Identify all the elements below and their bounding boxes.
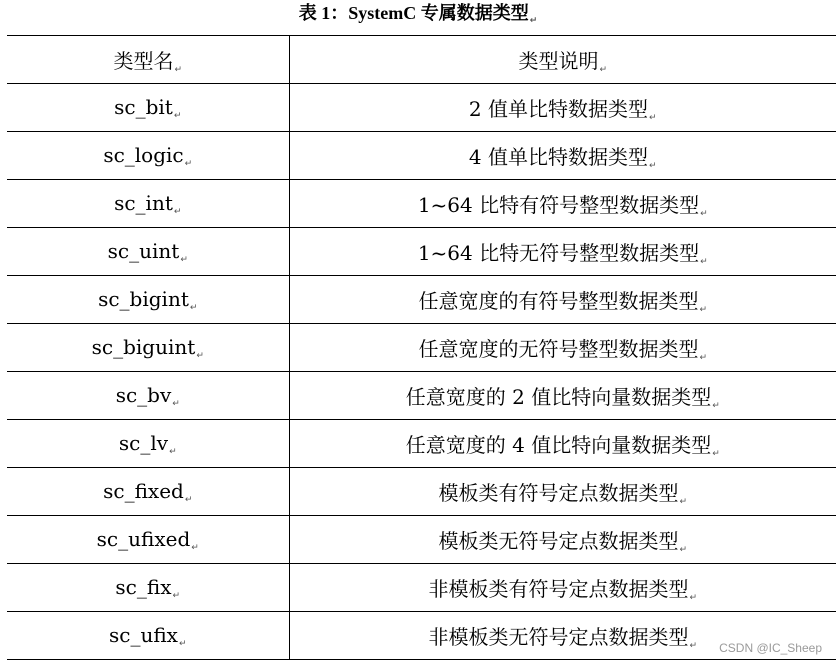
- type-desc: 任意宽度的有符号整型数据类型: [418, 288, 699, 313]
- type-desc-cell: [289, 84, 836, 132]
- table-row: [7, 132, 836, 180]
- type-name-cell: [7, 84, 289, 132]
- paragraph-mark-icon: ↵: [173, 110, 182, 121]
- type-name: sc_uint: [107, 238, 180, 263]
- paragraph-mark-icon: ↵: [169, 446, 177, 457]
- table-caption: [0, 0, 836, 28]
- paragraph-mark-icon: ↵: [180, 254, 188, 265]
- table-row: [7, 612, 836, 660]
- paragraph-mark-icon: ↵: [599, 64, 608, 75]
- type-name-cell: [7, 324, 289, 372]
- type-name: sc_bv: [115, 382, 172, 407]
- paragraph-mark-icon: ↵: [173, 206, 182, 217]
- type-desc: 1~64 比特有符号整型数据类型: [417, 192, 700, 217]
- paragraph-mark-icon: ↵: [689, 640, 698, 651]
- column-header-name-text: 类型名: [113, 48, 174, 73]
- paragraph-mark-icon: ↵: [184, 158, 193, 169]
- type-name-cell: [7, 372, 289, 420]
- type-name: sc_fix: [115, 574, 172, 599]
- table-row: [7, 228, 836, 276]
- paragraph-mark-icon: ↵: [172, 398, 180, 409]
- type-name: sc_ufix: [108, 622, 178, 647]
- type-name: sc_int: [114, 190, 173, 215]
- type-desc: 模板类有符号定点数据类型: [438, 480, 679, 505]
- type-name-cell: [7, 228, 289, 276]
- table-row: [7, 372, 836, 420]
- type-name-cell: [7, 420, 289, 468]
- paragraph-mark-icon: ↵: [712, 448, 720, 459]
- table-row: [7, 420, 836, 468]
- paragraph-mark-icon: ↵: [174, 64, 183, 75]
- type-desc: 任意宽度的 4 值比特向量数据类型: [405, 432, 712, 457]
- paragraph-mark-icon: ↵: [699, 352, 708, 363]
- column-header-name: [7, 36, 289, 84]
- watermark: CSDN @IC_Sheep: [719, 641, 822, 655]
- table-row: [7, 324, 836, 372]
- type-desc: 模板类无符号定点数据类型: [438, 528, 679, 553]
- paragraph-mark-icon: ↵: [679, 496, 688, 507]
- type-desc-cell: [289, 564, 836, 612]
- type-desc-cell: [289, 132, 836, 180]
- paragraph-mark-icon: ↵: [184, 494, 193, 505]
- type-desc: 1~64 比特无符号整型数据类型: [417, 240, 700, 265]
- table-row: [7, 84, 836, 132]
- type-name-cell: [7, 132, 289, 180]
- table-row: [7, 468, 836, 516]
- paragraph-mark-icon: ↵: [172, 590, 181, 601]
- type-name: sc_logic: [103, 142, 184, 167]
- type-desc: 任意宽度的 2 值比特向量数据类型: [405, 384, 712, 409]
- type-desc-cell: [289, 516, 836, 564]
- table-row: [7, 180, 836, 228]
- type-desc-cell: [289, 420, 836, 468]
- paragraph-mark-icon: ↵: [649, 160, 657, 171]
- table-row: [7, 516, 836, 564]
- type-name: sc_bit: [114, 94, 173, 119]
- type-name-cell: [7, 468, 289, 516]
- table-row: [7, 276, 836, 324]
- paragraph-mark-icon: ↵: [712, 400, 720, 411]
- type-desc: 非模板类无符号定点数据类型: [428, 624, 689, 649]
- paragraph-mark-icon: ↵: [700, 208, 708, 219]
- paragraph-mark-icon: ↵: [189, 302, 198, 313]
- type-desc-cell: [289, 324, 836, 372]
- column-header-desc-text: 类型说明: [518, 48, 599, 73]
- type-name-cell: [7, 564, 289, 612]
- type-name-cell: [7, 276, 289, 324]
- paragraph-mark-icon: ↵: [689, 592, 698, 603]
- paragraph-mark-icon: ↵: [700, 256, 708, 267]
- type-name-cell: [7, 516, 289, 564]
- type-desc-cell: [289, 228, 836, 276]
- paragraph-mark-icon: ↵: [529, 16, 538, 26]
- paragraph-mark-icon: ↵: [649, 112, 657, 123]
- type-desc: 2 值单比特数据类型: [468, 96, 649, 121]
- table-caption-text: 表 1：SystemC 专属数据类型: [298, 3, 529, 23]
- table-row: [7, 564, 836, 612]
- type-desc: 非模板类有符号定点数据类型: [428, 576, 689, 601]
- type-name: sc_lv: [118, 430, 169, 455]
- paragraph-mark-icon: ↵: [178, 638, 187, 649]
- type-name: sc_bigint: [98, 286, 189, 311]
- systemc-types-table: [7, 35, 836, 660]
- type-name: sc_biguint: [91, 334, 196, 359]
- column-header-desc: [289, 36, 836, 84]
- table-header-row: [7, 36, 836, 84]
- type-desc-cell: [289, 468, 836, 516]
- paragraph-mark-icon: ↵: [191, 542, 199, 553]
- type-name-cell: [7, 612, 289, 660]
- paragraph-mark-icon: ↵: [699, 304, 708, 315]
- type-desc-cell: [289, 180, 836, 228]
- type-name: sc_fixed: [103, 478, 184, 503]
- paragraph-mark-icon: ↵: [679, 544, 688, 555]
- type-desc-cell: [289, 276, 836, 324]
- paragraph-mark-icon: ↵: [196, 350, 204, 361]
- type-desc-cell: [289, 372, 836, 420]
- type-name: sc_ufixed: [96, 526, 191, 551]
- type-desc: 任意宽度的无符号整型数据类型: [418, 336, 699, 361]
- type-desc: 4 值单比特数据类型: [468, 144, 649, 169]
- type-name-cell: [7, 180, 289, 228]
